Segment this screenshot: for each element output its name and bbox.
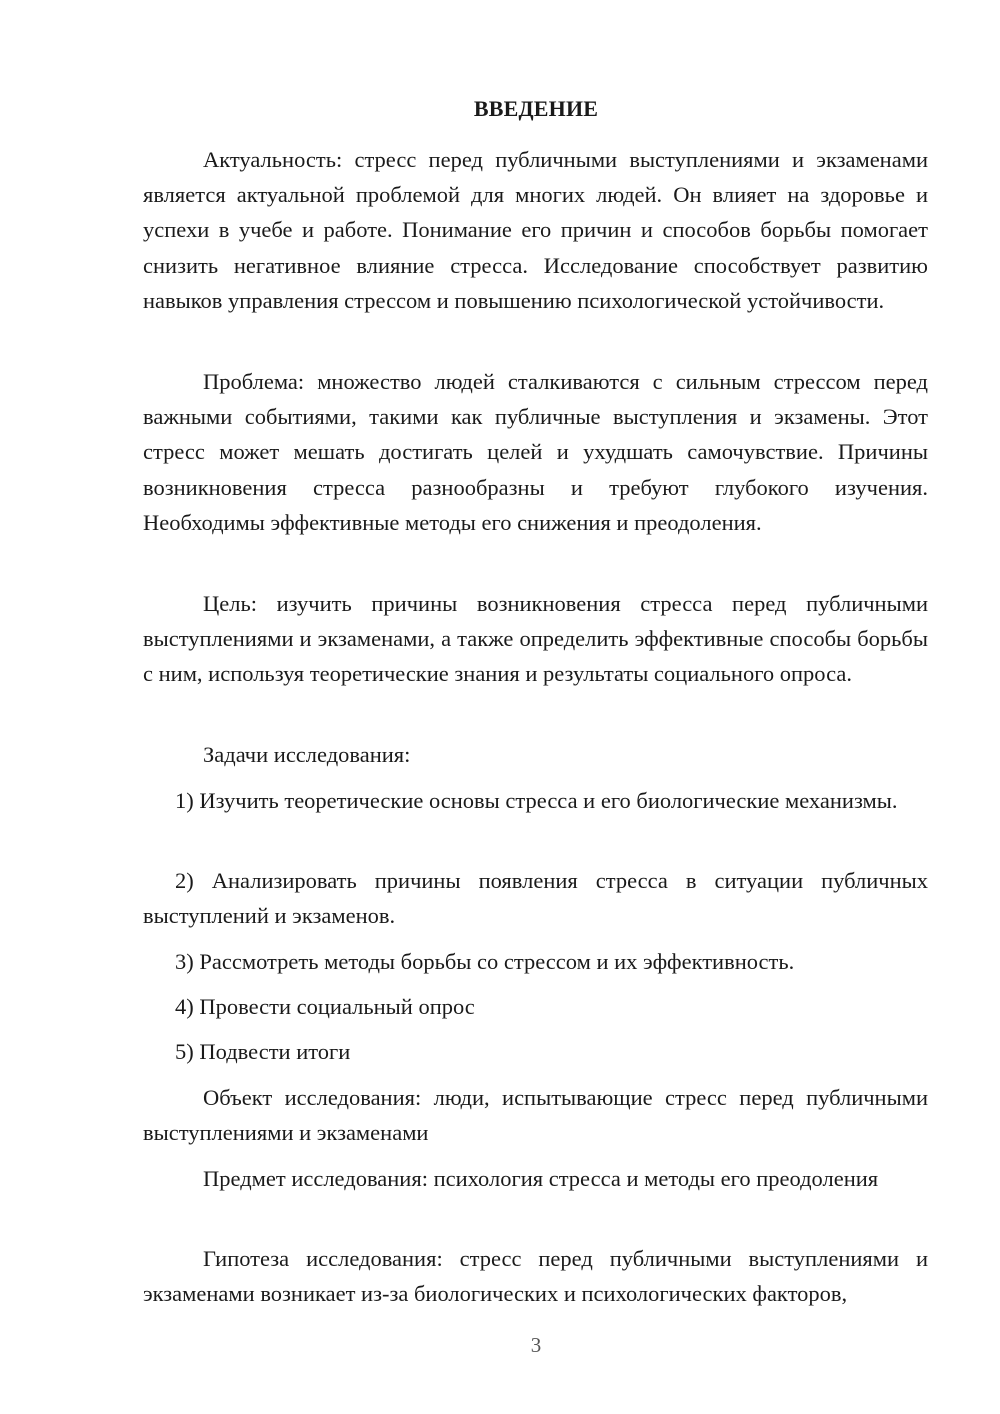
- task-list-item-4: 4) Провести социальный опрос: [175, 994, 475, 1019]
- task-list-item-5: 5) Подвести итоги: [175, 1039, 351, 1064]
- paragraph-object: Объект исследования: люди, испытывающие стресс перед публичными выступлениями и экзаменами: [143, 1085, 928, 1146]
- paragraph-subject: Предмет исследования: психология стресса и методы его преодоления: [203, 1166, 879, 1191]
- paragraph-goal: Цель: изучить причины возникновения стресса перед публичными выступлениями и экзаменами, а также определить эффективные способы борьбы с ним, используя теоретические знания и результаты социального опроса.: [143, 591, 928, 687]
- task-list-item-2: 2) Анализировать причины появления стресса в ситуации публичных выступлений и экзаменов.: [143, 868, 928, 929]
- task-list-item-1: 1) Изучить теоретические основы стресса и его биологические механизмы.: [175, 788, 898, 813]
- page-number: 3: [530, 1333, 542, 1357]
- tasks-heading: Задачи исследования:: [203, 742, 411, 767]
- task-list-item-3: 3) Рассмотреть методы борьбы со стрессом и их эффективность.: [175, 949, 795, 974]
- paragraph-relevance: Актуальность: стресс перед публичными выступлениями и экзаменами является актуальной проблемой для многих людей. Он влияет на здоровье и успехи в учебе и работе. Понимание его причин и способов борьбы помогает снизить негативное влияние стресса. Исследование способствует развитию навыков управления стрессом и повышению психологической устойчивости.: [143, 147, 928, 313]
- page-title: ВВЕДЕНИЕ: [473, 96, 599, 121]
- paragraph-problem: Проблема: множество людей сталкиваются с сильным стрессом перед важными событиями, такими как публичные выступления и экзамены. Этот стресс может мешать достигать целей и ухудшать самочувствие. Причины возникновения стресса разнообразны и требуют глубокого изучения. Необходимы эффективные методы его снижения и преодоления.: [143, 369, 928, 535]
- paragraph-hypothesis: Гипотеза исследования: стресс перед публичными выступлениями и экзаменами возникает из-за биологических и психологических факторов,: [143, 1246, 928, 1307]
